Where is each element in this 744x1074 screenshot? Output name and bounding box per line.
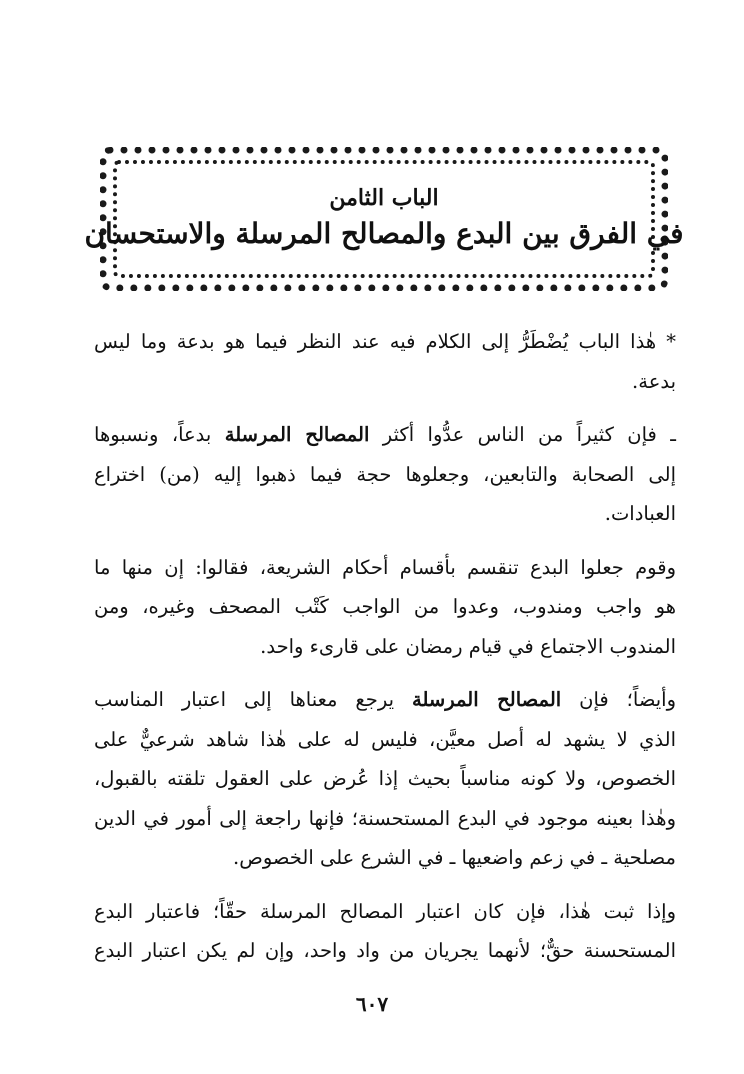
bold-term: المصالح المرسلة <box>224 423 370 446</box>
paragraph-line: العبادات. <box>604 502 676 525</box>
paragraph-line: * هٰذا الباب يُضْطَرُّ إلى الكلام فيه عند النظر فيما هو بدعة وما ليس <box>94 330 676 353</box>
paragraph-line: المستحسنة حقٌّ؛ لأنهما يجريان من واد واحد، وإن لم يكن اعتبار البدع <box>94 939 676 962</box>
paragraph-line: وقوم جعلوا البدع تنقسم بأقسام أحكام الشريعة، فقالوا: إن منها ما <box>94 555 676 579</box>
chapter-title: في الفرق بين البدع والمصالح المرسلة والاستحسان <box>84 217 684 251</box>
bold-term: المصالح المرسلة <box>412 688 562 711</box>
paragraph-2 <box>94 415 676 534</box>
paragraph-line: وإذا ثبت هٰذا، فإن كان اعتبار المصالح المرسلة حقّاً؛ فاعتبار البدع <box>94 899 676 923</box>
chapter-title-frame-inner <box>84 160 684 278</box>
paragraph-line: هو واجب ومندوب، وعدوا من الواجب كَتْب المصحف وغيره، ومن <box>94 595 676 618</box>
paragraph-line: ـ فإن كثيراً من الناس عدُّوا أكثر المصالح المرسلة بدعاً، ونسبوها <box>94 423 676 446</box>
paragraph-1 <box>94 322 676 401</box>
paragraph-line: وهٰذا بعينه موجود في البدع المستحسنة؛ فإنها راجعة إلى أمور في الدين <box>94 806 676 830</box>
chapter-label: الباب الثامن <box>329 184 439 211</box>
paragraph-line: الذي لا يشهد له أصل معيَّن، فليس له على هٰذا شاهد شرعيٌّ على <box>94 727 676 751</box>
paragraph-line: مصلحية ـ في زعم واضعيها ـ في الشرع على الخصوص. <box>233 846 676 869</box>
paragraph-3 <box>94 548 676 667</box>
paragraph-4 <box>94 680 676 878</box>
paragraph-line: وأيضاً؛ فإن المصالح المرسلة يرجع معناها إلى اعتبار المناسب <box>94 688 676 711</box>
paragraph-line: المندوب الاجتماع في قيام رمضان على قارىء واحد. <box>260 634 676 658</box>
paragraph-line: الخصوص، ولا كونه مناسباً بحيث إذا عُرض على العقول تلقته بالقبول، <box>94 767 676 790</box>
paragraph-line: إلى الصحابة والتابعين، وجعلوها حجة فيما ذهبوا إليه (من) اختراع <box>94 462 676 486</box>
page-number: ٦٠٧ <box>355 992 389 1016</box>
body-text <box>94 322 676 985</box>
chapter-title-frame <box>84 147 684 291</box>
paragraph-line: بدعة. <box>632 369 676 393</box>
paragraph-5 <box>94 892 676 971</box>
